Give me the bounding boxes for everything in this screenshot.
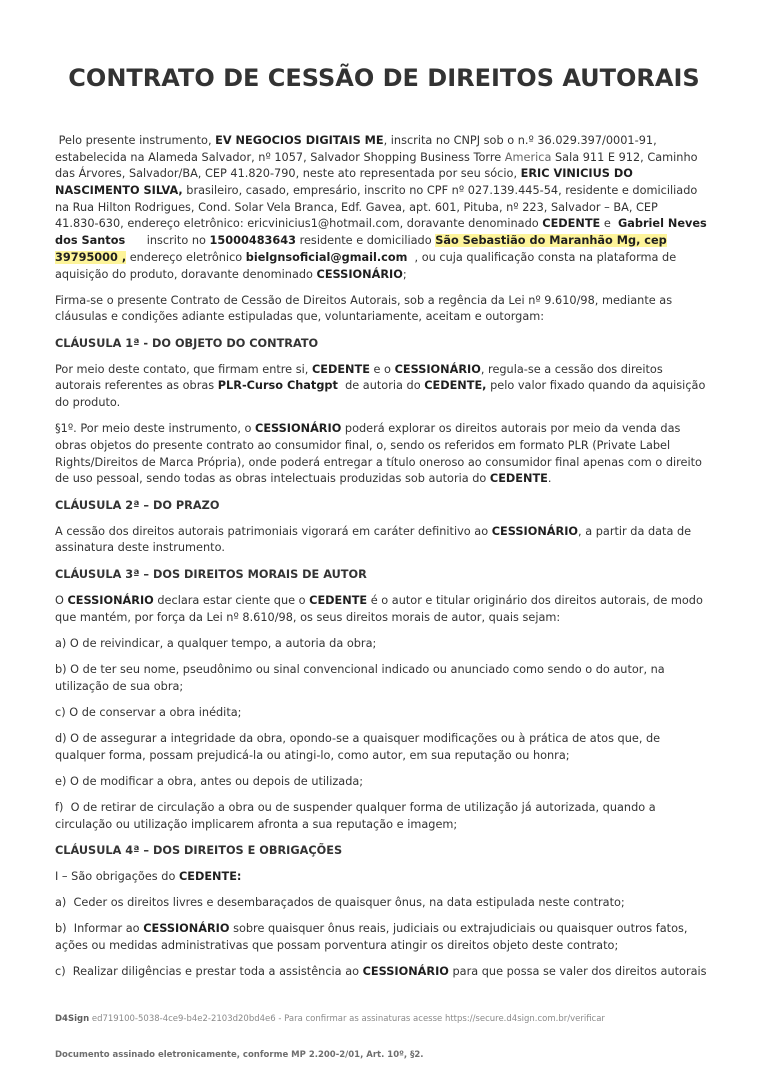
text-line: [55, 293, 745, 310]
text-line: [55, 567, 745, 584]
text-line: [55, 869, 745, 886]
legal-notice: Documento assinado eletronicamente, conforme MP 2.200-2/01, Art. 10º, §2.: [55, 1050, 424, 1060]
text-run: e o: [369, 362, 395, 376]
bold-text: 15000483643: [209, 234, 296, 248]
text-run: estabelecida na Alameda Salvador, nº 1057, Salvador Shopping Business Torre: [55, 150, 505, 164]
text-run: das Árvores, Salvador/BA, CEP 41.820-790, neste ato representada por seu sócio,: [55, 167, 521, 181]
text-run: residente e domiciliado: [296, 234, 436, 248]
text-run: .: [547, 472, 552, 486]
bold-text: PLR-Curso Chatgpt: [217, 379, 338, 393]
text-run: I – São obrigações do: [55, 870, 179, 884]
text-line: [55, 748, 745, 765]
text-line: [55, 921, 745, 938]
text-run: é o autor e titular originário dos direitos autorais, de modo: [367, 593, 703, 607]
paragraph: [55, 636, 745, 653]
text-run: CLÁUSULA 4ª – DOS DIREITOS E OBRIGAÇÕES: [55, 843, 343, 857]
text-line: [55, 421, 745, 438]
text-line: [55, 438, 745, 455]
bold-text: ERIC VINICIUS DO: [520, 167, 633, 181]
bold-text: CESSIONÁRIO: [394, 362, 481, 376]
text-run: §1º. Por meio deste instrumento, o: [55, 422, 256, 436]
highlighted-text: São Sebastião do Maranhão Mg, cep: [435, 234, 667, 248]
text-run: inscrito no: [125, 234, 210, 248]
bold-text: CESSIONÁRIO: [143, 922, 230, 936]
paragraph: [55, 895, 745, 912]
paragraph: [55, 705, 745, 722]
paragraph: [55, 593, 745, 626]
text-line: [55, 216, 745, 233]
text-line: [55, 593, 745, 610]
bold-text: CEDENTE: [311, 362, 370, 376]
contract-title: CONTRATO DE CESSÃO DE DIREITOS AUTORAIS: [68, 64, 700, 92]
text-run: ações ou medidas administrativas que possam porventura atingir os direitos objeto deste contrato;: [55, 939, 619, 953]
footer-verification-line: [55, 1013, 605, 1025]
text-run: na Rua Hilton Rodrigues, Cond. Solar Vela Branca, Edf. Gavea, apt. 601, Pituba, nº 223, Salvador – BA, CEP: [55, 200, 658, 214]
bold-text: CEDENTE: [489, 472, 548, 486]
text-line: [55, 455, 745, 472]
text-line: [55, 362, 745, 379]
bold-text: NASCIMENTO SILVA,: [55, 184, 183, 198]
text-run: , ou cuja qualificação consta na plataforma de: [407, 250, 677, 264]
bold-text: Gabriel Neves: [618, 217, 707, 231]
paragraph: [55, 662, 745, 695]
text-line: [55, 150, 745, 167]
paragraph: [55, 964, 745, 981]
text-run: de uso pessoal, sendo todas as obras intelectuais produzidas sob autoria do: [55, 472, 490, 486]
text-line: [55, 843, 745, 860]
bold-text: CESSIONÁRIO: [255, 422, 342, 436]
text-run: Firma-se o presente Contrato de Cessão de Direitos Autorais, sob a regência da Lei nº 9.610/98, mediante as: [55, 293, 673, 307]
paragraph: [55, 524, 745, 557]
text-run: , regula-se a cessão dos direitos: [480, 362, 663, 376]
bold-text: CEDENTE: [542, 217, 601, 231]
text-run: brasileiro, casado, empresário, inscrito no CPF nº 027.139.445-54, residente e domiciliado: [182, 184, 698, 198]
text-run: assinatura deste instrumento.: [55, 541, 225, 555]
text-run: Sala 911 E 912, Caminho: [551, 150, 698, 164]
text-run: aquisição do produto, doravante denominado: [55, 267, 317, 281]
text-run: qualquer forma, possam prejudicá-la ou atingi-lo, como autor, em sua reputação ou honra;: [55, 748, 570, 762]
text-line: [55, 817, 745, 834]
paragraph: [55, 731, 745, 764]
text-run: CLÁUSULA 3ª – DOS DIREITOS MORAIS DE AUTOR: [55, 567, 367, 581]
text-run: poderá explorar os direitos autorais por meio da venda das: [341, 422, 681, 436]
text-line: [55, 610, 745, 627]
text-line: [55, 336, 745, 353]
text-line: [55, 636, 745, 653]
paragraph: [55, 133, 745, 283]
clause-heading: [55, 567, 745, 584]
text-line: [55, 267, 745, 284]
paragraph: [55, 421, 745, 488]
text-line: [55, 705, 745, 722]
text-run: e) O de modificar a obra, antes ou depois de utilizada;: [55, 774, 364, 788]
text-run: utilização de sua obra;: [55, 679, 184, 693]
text-line: [55, 524, 745, 541]
text-line: [55, 800, 745, 817]
paragraph: [55, 869, 745, 886]
text-run: e: [600, 217, 618, 231]
text-line: [55, 200, 745, 217]
paragraph: [55, 800, 745, 833]
text-line: [55, 395, 745, 412]
text-line: [55, 662, 745, 679]
text-run: O: [55, 593, 68, 607]
text-line: [55, 731, 745, 748]
text-run: que mantém, por força da Lei nº 8.610/98, os seus direitos morais de autor, quais sejam:: [55, 610, 561, 624]
text-run: para que possa se valer dos direitos autorais: [448, 965, 707, 979]
text-run: A cessão dos direitos autorais patrimoniais vigorará em caráter definitivo ao: [55, 524, 492, 538]
text-run: ;: [402, 267, 407, 281]
text-run: Por meio deste contato, que firmam entre si,: [55, 362, 312, 376]
text-line: [55, 498, 745, 515]
text-run: obras objetos do presente contrato ao consumidor final, o, sendo os referidos em formato PLR (Private Label: [55, 439, 671, 452]
text-line: [55, 309, 745, 326]
text-run: do produto.: [55, 396, 121, 410]
paragraph: [55, 362, 745, 412]
bold-text: CEDENTE: [309, 593, 368, 607]
d4sign-brand: D4Sign: [55, 1014, 90, 1024]
bold-text: CEDENTE:: [178, 870, 242, 884]
text-run: pelo valor fixado quando da aquisição: [486, 379, 706, 393]
text-run: circulação ou utilização implicarem afronta a sua reputação e imagem;: [55, 817, 458, 831]
text-run: autorais referentes as obras: [55, 379, 218, 393]
contract-body: [55, 133, 745, 991]
bold-text: CESSIONÁRIO: [67, 593, 154, 607]
text-run: CLÁUSULA 2ª – DO PRAZO: [55, 498, 220, 512]
bold-text: EV NEGOCIOS DIGITAIS ME: [215, 134, 384, 147]
text-line: [55, 471, 745, 488]
paragraph: [55, 921, 745, 954]
signature-footer: [55, 989, 605, 1085]
text-line: [55, 133, 745, 150]
text-run: cláusulas e condições adiante estipuladas que, voluntariamente, aceitam e outorgam:: [55, 310, 545, 324]
text-run: a) O de reivindicar, a qualquer tempo, a autoria da obra;: [55, 636, 377, 650]
text-line: [55, 964, 745, 981]
text-line: [55, 774, 745, 791]
clause-heading: [55, 336, 745, 353]
bold-text: CEDENTE,: [424, 379, 487, 393]
text-line: [55, 938, 745, 955]
text-run: , a partir da data de: [578, 524, 692, 538]
text-line: [55, 895, 745, 912]
text-run: sobre quaisquer ônus reais, judiciais ou extrajudiciais ou quaisquer outros fatos,: [229, 922, 688, 936]
paragraph: [55, 774, 745, 791]
text-run: d) O de assegurar a integridade da obra, opondo-se a quaisquer modificações ou à prática de atos que, de: [55, 731, 661, 745]
text-run: , inscrita no CNPJ sob o n.º 36.029.397/0001-91,: [383, 134, 657, 147]
text-run: a) Ceder os direitos livres e desembaraçados de quaisquer ônus, na data estipulada neste contrato;: [55, 896, 625, 910]
muted-text: America: [504, 150, 552, 164]
text-line: [55, 378, 745, 395]
text-line: [55, 250, 745, 267]
bold-text: bielgnsoficial@gmail.com: [245, 250, 408, 264]
text-run: Pelo presente instrumento,: [55, 134, 216, 147]
text-run: declara estar ciente que o: [153, 593, 310, 607]
highlighted-text: 39795000 ,: [55, 250, 127, 264]
clause-heading: [55, 498, 745, 515]
text-run: de autoria do: [337, 379, 425, 393]
text-run: b) Informar ao: [55, 922, 144, 936]
text-run: f) O de retirar de circulação a obra ou de suspender qualquer forma de utilização já autorizada, quando a: [55, 801, 656, 814]
bold-text: dos Santos: [55, 234, 126, 248]
paragraph: [55, 293, 745, 326]
text-line: [55, 540, 745, 557]
text-line: [55, 679, 745, 696]
text-run: CLÁUSULA 1ª - DO OBJETO DO CONTRATO: [55, 336, 319, 350]
text-run: Rights/Direitos de Marca Própria), onde poderá entregar a título oneroso ao consumidor final apenas com o direito: [55, 455, 702, 469]
text-line: [55, 166, 745, 183]
text-run: 41.830-630, endereço eletrônico: ericvinicius1@hotmail.com, doravante denominado: [55, 217, 543, 231]
clause-heading: [55, 843, 745, 860]
text-run: c) Realizar diligências e prestar toda a assistência ao: [55, 965, 363, 979]
text-run: c) O de conservar a obra inédita;: [55, 705, 242, 719]
text-run: endereço eletrônico: [126, 250, 246, 264]
bold-text: CESSIONÁRIO: [316, 267, 403, 281]
text-line: [55, 233, 745, 250]
text-line: [55, 183, 745, 200]
bold-text: CESSIONÁRIO: [362, 965, 449, 979]
bold-text: CESSIONÁRIO: [491, 524, 579, 538]
text-run: b) O de ter seu nome, pseudônimo ou sinal convencional indicado ou anunciado como sendo o do autor, na: [55, 662, 665, 676]
verification-text: ed719100-5038-4ce9-b4e2-2103d20bd4e6 - Para confirmar as assinaturas acesse https://secure.d4sign.com.br/verificar: [89, 1014, 605, 1024]
